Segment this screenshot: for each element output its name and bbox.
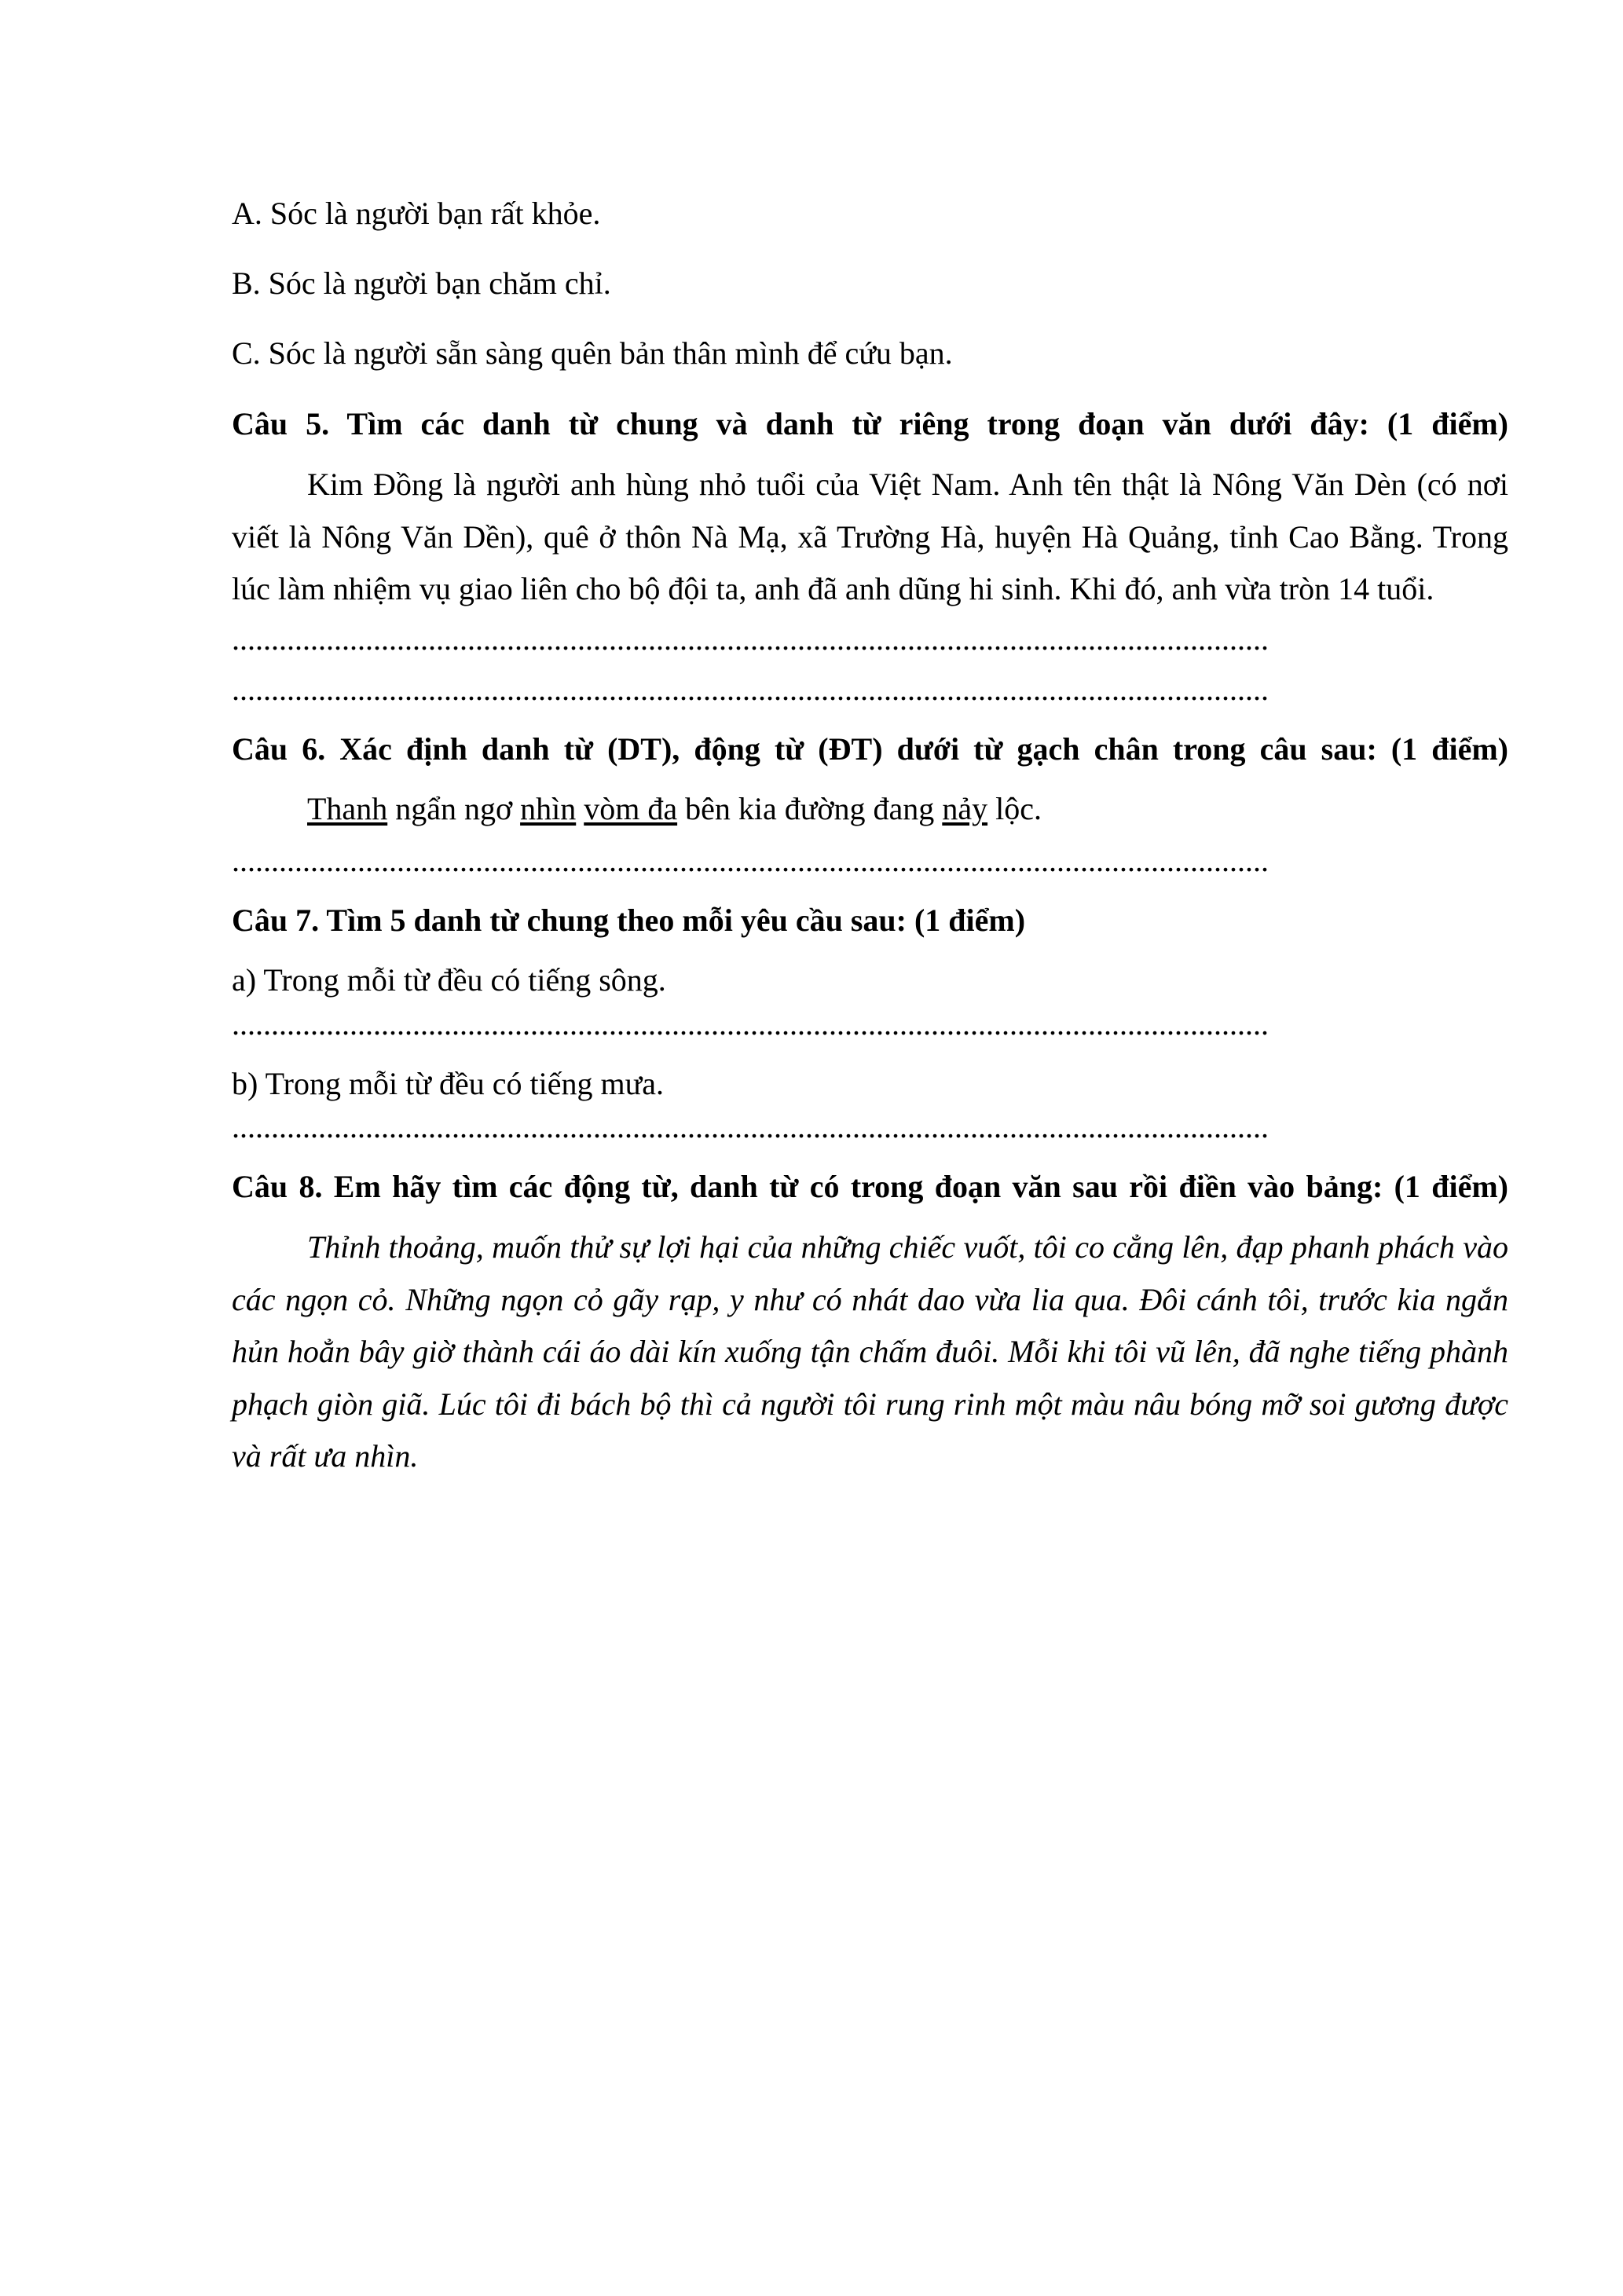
answer-choice-c: C. Sóc là người sẵn sàng quên bản thân mình để cứu bạn. — [232, 335, 953, 372]
answer-choice-b: B. Sóc là người bạn chăm chỉ. — [232, 265, 611, 302]
underlined-word: nhìn — [520, 791, 577, 827]
question-8-passage: Thỉnh thoảng, muốn thử sự lợi hại của những chiếc vuốt, tôi co cẳng lên, đạp phanh phách vào các ngọn cỏ. Những ngọn cỏ gãy rạp, y như có nhát dao vừa lia qua. Đôi cánh tôi, trước kia ngắn hủn hoẳn bây giờ thành cái áo dài kín xuống tận chấm đuôi. Mỗi khi tôi vũ lên, đã nghe tiếng phành phạch giòn giã. Lúc tôi đi bách bộ thì cả người tôi rung rinh một màu nâu bóng mỡ soi gương được và rất ưa nhìn. — [232, 1229, 1508, 1474]
question-5-answer-line-1[interactable]: .................................................................................................................................... — [232, 623, 1269, 657]
question-5-heading: Câu 5. Tìm các danh từ chung và danh từ riêng trong đoạn văn dưới đây: (1 điểm) — [232, 405, 1508, 441]
sentence-text: ngẩn ngơ — [387, 791, 521, 827]
question-8-heading: Câu 8. Em hãy tìm các động từ, danh từ có trong đoạn văn sau rồi điền vào bảng: (1 điểm) — [232, 1168, 1508, 1204]
underlined-word: Thanh — [307, 791, 388, 827]
sentence-text: bên kia đường đang — [677, 791, 943, 827]
question-7-item-b: b) Trong mỗi từ đều có tiếng mưa. — [232, 1065, 664, 1101]
question-6-sentence — [232, 784, 1508, 833]
question-6-heading: Câu 6. Xác định danh từ (DT), động từ (ĐT) dưới từ gạch chân trong câu sau: (1 điểm) — [232, 731, 1508, 767]
question-6-answer-line[interactable]: .................................................................................................................................... — [232, 844, 1269, 878]
sentence-text — [576, 791, 584, 826]
question-7-item-a: a) Trong mỗi từ đều có tiếng sông. — [232, 962, 666, 998]
sentence-text: lộc. — [987, 791, 1042, 827]
question-5-answer-line-2[interactable]: .................................................................................................................................... — [232, 673, 1269, 707]
underlined-word: nảy — [942, 791, 988, 827]
answer-choice-a: A. Sóc là người bạn rất khỏe. — [232, 196, 601, 231]
question-7-heading: Câu 7. Tìm 5 danh từ chung theo mỗi yêu cầu sau: (1 điểm) — [232, 902, 1026, 938]
underlined-word: vòm đa — [584, 791, 678, 827]
document-body — [232, 189, 1508, 1482]
question-5-passage: Kim Đồng là người anh hùng nhỏ tuổi của Việt Nam. Anh tên thật là Nông Văn Dèn (có nơi viết là Nông Văn Dền), quê ở thôn Nà Mạ, xã Trường Hà, huyện Hà Quảng, tỉnh Cao Bằng. Trong lúc làm nhiệm vụ giao liên cho bộ đội ta, anh đã anh dũng hi sinh. Khi đó, anh vừa tròn 14 tuổi. — [232, 467, 1508, 607]
question-7-answer-line-a[interactable]: .................................................................................................................................... — [232, 1008, 1269, 1042]
question-7-answer-line-b[interactable]: .................................................................................................................................... — [232, 1111, 1269, 1144]
